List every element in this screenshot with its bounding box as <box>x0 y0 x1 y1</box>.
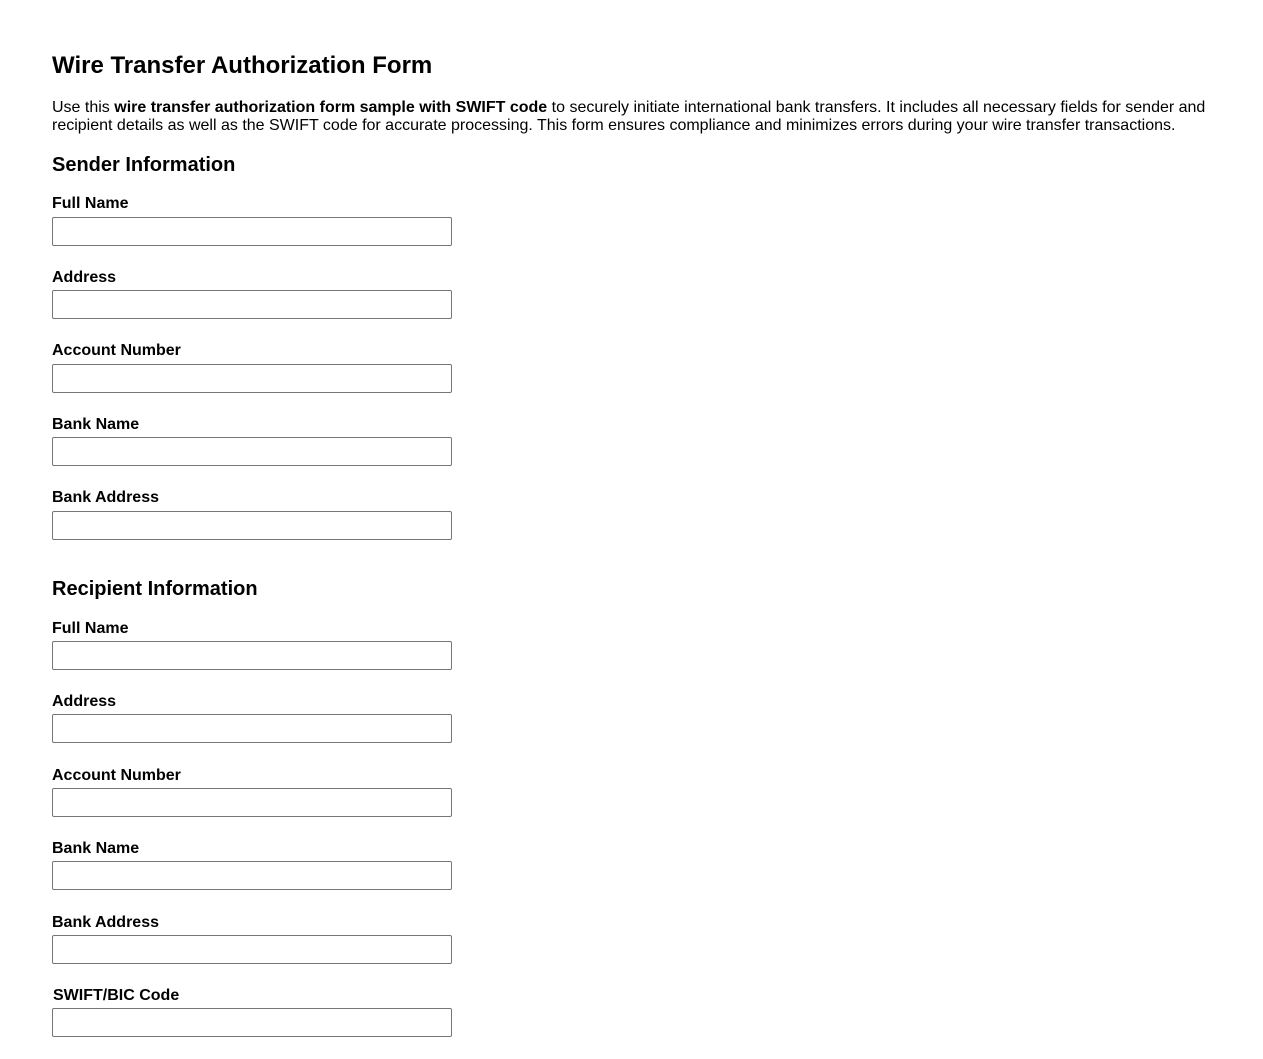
intro-text-end: to securely initiate international bank transfers. It includes all necessary fields for sender and recipient details as well as the SWIFT code for accurate processing. This form ensures compliance and minimizes errors during your wire transfer transactions. <box>52 99 1206 134</box>
recipient-full-name-label: Full Name <box>52 620 129 637</box>
page-title: Wire Transfer Authorization Form <box>52 52 433 79</box>
recipient-address-input[interactable] <box>52 714 452 743</box>
sender-full-name-input[interactable] <box>52 217 452 246</box>
recipient-account-number-label: Account Number <box>52 767 181 784</box>
intro-paragraph <box>52 99 1212 135</box>
sender-bank-address-label: Bank Address <box>52 489 159 506</box>
sender-bank-name-label: Bank Name <box>52 416 140 433</box>
recipient-swift-code-input[interactable] <box>52 1008 452 1037</box>
sender-bank-address-input[interactable] <box>52 511 452 540</box>
recipient-bank-address-input[interactable] <box>52 935 452 964</box>
recipient-full-name-input[interactable] <box>52 641 452 670</box>
sender-heading: Sender Information <box>52 154 236 176</box>
intro-text-start: Use this <box>52 99 115 116</box>
recipient-swift-code-label: SWIFT/BIC Code <box>53 987 180 1004</box>
recipient-bank-name-input[interactable] <box>52 861 452 890</box>
recipient-address-label: Address <box>52 693 117 710</box>
intro-text-bold: wire transfer authorization form sample with SWIFT code <box>114 99 548 116</box>
sender-account-number-input[interactable] <box>52 364 452 393</box>
recipient-heading: Recipient Information <box>52 578 258 600</box>
sender-address-label: Address <box>52 269 117 286</box>
recipient-bank-name-label: Bank Name <box>52 840 140 857</box>
sender-account-number-label: Account Number <box>52 342 181 359</box>
recipient-bank-address-label: Bank Address <box>52 914 159 931</box>
recipient-account-number-input[interactable] <box>52 788 452 817</box>
sender-bank-name-input[interactable] <box>52 437 452 466</box>
sender-address-input[interactable] <box>52 290 452 319</box>
sender-full-name-label: Full Name <box>52 195 129 212</box>
